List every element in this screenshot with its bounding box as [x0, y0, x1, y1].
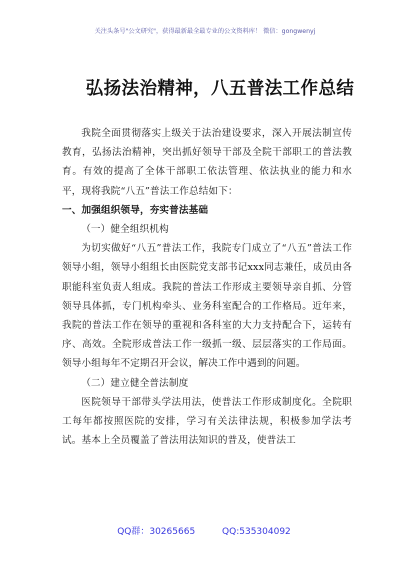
footer-qq-group: QQ群：30265665 [117, 527, 196, 537]
document-title: 弘扬法治精神，八五普法工作总结 [85, 79, 355, 99]
section-heading-1: 一、加强组织领导，夯实普法基础 [62, 204, 209, 216]
document-body [62, 124, 352, 450]
subsection-heading-1: （一）健全组织机构 [81, 224, 169, 236]
header-banner: 关注头条号"公文研究"，获得最新最全最专业的公文资料库！ 微信：gongwenyj [94, 28, 316, 35]
body-paragraph-1: 为切实做好“八五”普法工作，我院专门成立了“八五”普法工作领导小组，领导小组组长由医院党支部书记xxx同志兼任，成员由各职能科室负责人组成。我院的普法工作形成主要领导亲自抓、分管领导具体抓，专门机构牵头、业务科室配合的工作格局。近年来，我院的普法工作在领导的重视和各科室的大力支持配合下，运转有序、高效。全院形成普法工作一级抓一级、层层落实的工作局面。领导小组每年不定期召开会议，解决工作中遇到的问题。 [62, 243, 352, 370]
body-paragraph-2: 医院领导干部带头学法用法，使普法工作形成制度化。全院职工每年都按照医院的安排，学习有关法律法规，积极参加学法考试。基本上全员覆盖了普法用法知识的普及，使普法工 [62, 396, 352, 447]
footer-contacts [0, 526, 408, 538]
subsection-heading-2: （二）建立健全普法制度 [81, 377, 189, 389]
intro-paragraph: 我院全面贯彻落实上级关于法治建设要求，深入开展法制宣传教育，弘扬法治精神，突出抓好领导干部及全院干部职工的普法教育。有效的提高了全体干部职工依法管理、依法执业的能力和水平，现将我院“八五”普法工作总结如下： [62, 128, 352, 197]
footer-qq-contact: QQ:535304092 [222, 527, 291, 537]
